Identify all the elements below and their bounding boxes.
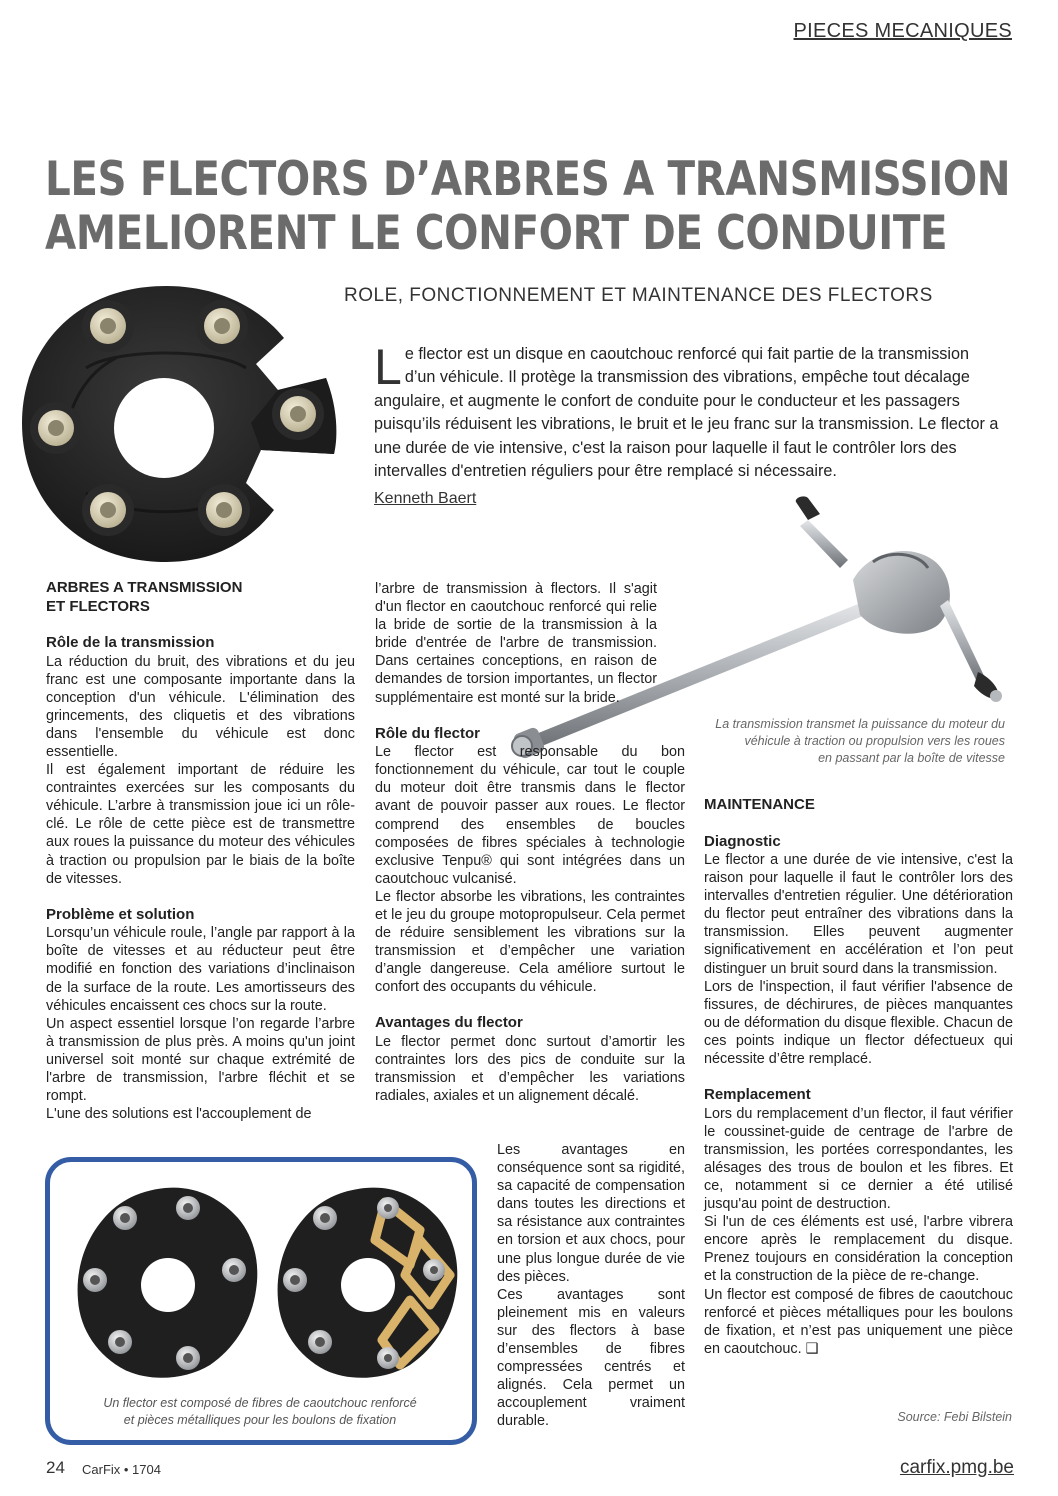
title-line-2: AMELIORENT LE CONFORT DE CONDUITE [45,206,948,261]
paragraph: Le flector est responsable du bon fonctionnement du véhicule, car tout le couple du moteur doit être transmis dans le flector avant de pouvoir passer aux roues. Le flector comprend des ensembles de boucles composées de fibres spéciales à technologie exclusive Tenpu® qui sont intégrées dans un caoutchouc vulcanisé. [375,744,685,887]
paragraph: Le flector a une durée de vie intensive, c'est la raison pour laquelle il faut le contrôler lors des intervalles d'entretien régulier. Une détérioration du flector peut entraîner des vibrations dans la transmission. Elles peuvent augmenter significativement en accélération et l’on peut distinguer un bruit sourd dans la transmission. [704,852,1013,977]
paragraph: Ces avantages sont pleinement mis en valeurs sur des flectors à base d’ensembles de fibres compressées centrés et alignés. Cela permet un accouplement vraiment durable. [497,1286,685,1430]
paragraph: Le flector permet donc surtout d’amortir les contraintes lors des pics de conduite sur la transmission et d’empêcher les variations radiales, axiales et un alignement décalé. [375,1033,685,1105]
driveshaft-caption-line: véhicule à traction ou propulsion vers les roues [744,734,1005,748]
figure-caption-line: Un flector est composé de fibres de caoutchouc renforcé [103,1396,417,1410]
paragraph: Si l'un de ces éléments est usé, l'arbre vibrera encore après le remplacement du disque. Prenez toujours en considération la conception et la construction de la pièce de re-change. [704,1214,1013,1285]
end-mark-icon: ❑ [805,1340,819,1357]
paragraph: Les avantages en conséquence sont sa rigidité, sa capacité de compensation dans toutes les directions et sa résistance aux contraintes en torsion et aux chocs, pour une plus longue durée de vie des pièces. [497,1142,685,1285]
article-subtitle: ROLE, FONCTIONNEMENT ET MAINTENANCE DES FLECTORS [344,285,933,306]
paragraph: Lorsqu’un véhicule roule, l’angle par rapport à la boîte de vitesses et au réducteur peut être modifié en fonction des variations d’inclinaison de la surface de la route. Les amortisseurs des véhicules encaissent ces chocs sur la route. [46,925,355,1014]
subheading-probleme: Problème et solution [46,905,195,923]
flector-left [78,1188,258,1378]
driveshaft-caption-line: en passant par la boîte de vitesse [818,751,1005,765]
paragraph-text: Un flector est composé de fibres de caoutchouc renforcé et pièces métalliques pour les boulons de fixation, et n’est pas uniquement une pièce en caoutchouc. [704,1286,1013,1357]
paragraph: Lors de l'inspection, il faut vérifier l'absence de fissures, de déchirures, de pièces manquantes ou de déformation du disque flexible. Chacun de ces points indique un flector défectueux qui nécessite d’être remplacé. [704,978,1013,1068]
section-tag: PIECES MECANIQUES [793,20,1012,42]
paragraph [704,1286,1013,1358]
intro-text: e flector est un disque en caoutchouc renforcé qui fait partie de la transmission d’un véhicule. Il protège la transmission des vibrations, empêche tout décalage angulaire, et augmente le confort de conduite pour le conducteur et les passagers puisqu’ils réduisent les vibrations, le bruit et le jeu franc sur la transmission. Le flector a une durée de vie intensive, c'est la raison pour laquelle il faut le contrôler lors des intervalles d'entretien réguliers pour être remplacé si nécessaire. [374,345,999,481]
figure-caption-line: et pièces métalliques pour les boulons de fixation [123,1413,397,1427]
intro-dropcap: L [374,339,402,395]
column-3 [704,796,1013,1358]
publication-name: CarFix • 1704 [82,1462,161,1477]
paragraph: Le flector absorbe les vibrations, les contraintes et le jeu du groupe motopropulseur. Cela permet de réduire sensiblement les vibrations sur la transmission et d’empêcher une variation d’angle dangereuse. Cela améliore surtout le confort des occupants du véhicule. [375,888,685,996]
subheading-diagnostic: Diagnostic [704,832,781,850]
flector-pair-image [70,1180,460,1390]
column-2 [375,580,685,1105]
source-credit: Source: Febi Bilstein [897,1410,1012,1424]
paragraph: Il est également important de réduire les contraintes exercées sur les composants du véhicule. L’arbre à transmission joue ici un rôle-clé. Le rôle de cette pièce est de transmettre aux roues la puissance du moteur des véhicules à traction ou propulsion par le biais de la boîte de vitesses. [46,762,355,887]
flector-right [278,1188,458,1378]
subheading-remplacement: Remplacement [704,1086,811,1104]
paragraph: l’arbre de transmission à flectors. Il s'agit d'un flector en caoutchouc renforcé qui relie la bride de sortie de la transmission à la bride d'entrée de l'arbre de transmission. Dans certaines conceptions, en raison de demandes de torsion importantes, un flector supplémentaire est monté sur la bride. [375,581,657,706]
paragraph: Lors du remplacement d’un flector, il faut vérifier le coussinet-guide de centrage de l'arbre de transmission, les portées correspondantes, les alésages des trous de boulon et les fibres. Et ce, notamment si ce dernier a été utilisé jusqu'au point de destruction. [704,1105,1013,1213]
paragraph: La réduction du bruit, des vibrations et du jeu franc est une composante importante dans la conception d'un véhicule. L'élimination des grincements, des cliquetis et des vibrations dans l'ensemble du véhicule est donc essentielle. [46,653,355,760]
section-heading [46,579,355,616]
paragraph: L'une des solutions est l'accouplement de [46,1106,312,1123]
subheading-role-flector: Rôle du flector [375,724,481,742]
driveshaft-caption [690,716,1005,767]
flector-photo-image [16,278,338,568]
article-intro [374,339,999,483]
subheading-role-transmission: Rôle de la transmission [46,634,215,651]
article-title [45,152,1011,261]
section-heading-line: ARBRES A TRANSMISSION [46,579,243,596]
subheading-avantages: Avantages du flector [375,1014,523,1032]
section-heading-line: ET FLECTORS [46,597,150,615]
driveshaft-caption-line: La transmission transmet la puissance du moteur du [715,717,1005,731]
paragraph: Un aspect essentiel lorsque l’on regarde l’arbre à transmission de plus près. A moins qu'un joint universel soit monté sur chaque extrémité de l'arbre de transmission, l'arbre fléchit et se rompt. [46,1015,355,1105]
website-link[interactable]: carfix.pmg.be [899,1457,1014,1478]
column-2-continued [497,1141,685,1431]
column-1 [46,579,355,1123]
author-byline: Kenneth Baert [374,490,477,507]
page-number: 24 [46,1458,65,1477]
section-heading-maintenance: MAINTENANCE [704,796,815,813]
figure-caption [60,1395,460,1429]
title-line-1: LES FLECTORS D’ARBRES A TRANSMISSION [45,152,1011,207]
